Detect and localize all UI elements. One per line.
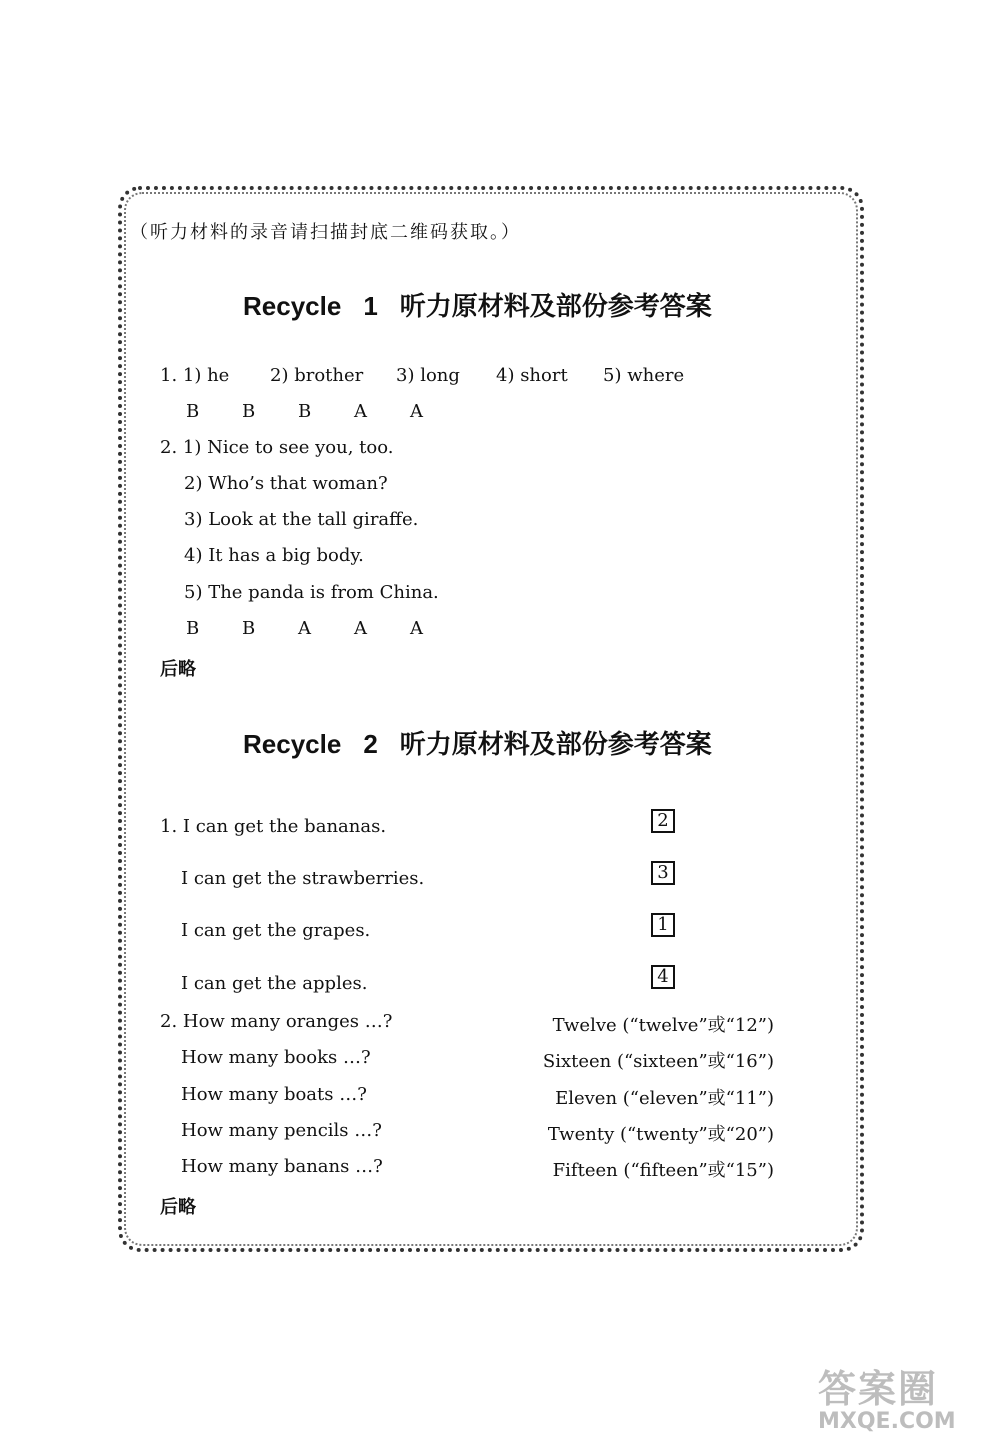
s2-q2-question: How many books …? (181, 1047, 371, 1068)
s1-q1-answer: A (410, 401, 423, 422)
section1-title-word: Recycle (243, 291, 342, 321)
section2-title-num: 2 (363, 729, 378, 759)
order-box: 2 (651, 809, 675, 833)
order-box: 3 (651, 861, 675, 885)
section2-title-cn: 听力原材料及部份参考答案 (399, 729, 712, 759)
s1-q2-line: 4) It has a big body. (184, 545, 364, 566)
s1-q2-answer: B (242, 618, 256, 639)
section1-title-cn: 听力原材料及部份参考答案 (399, 291, 712, 321)
s1-q1-item: 2) brother (270, 365, 364, 386)
s1-q2-line: 2) Who’s that woman? (184, 473, 388, 494)
s2-q2-question: How many boats …? (181, 1084, 367, 1105)
s1-q2-line: 3) Look at the tall giraffe. (184, 509, 419, 530)
section2-title-word: Recycle (243, 729, 342, 759)
s1-q2-line: 2. 1) Nice to see you, too. (160, 437, 394, 458)
s2-q2-answer: Twelve (“twelve”或“12”) (552, 1015, 774, 1036)
s2-q2-answer: Twenty (“twenty”或“20”) (547, 1124, 774, 1145)
section1-title-num: 1 (363, 291, 378, 321)
watermark (818, 1358, 956, 1434)
s1-q1-answer: B (298, 401, 312, 422)
s2-omitted: 后略 (160, 1197, 196, 1218)
order-box: 1 (651, 913, 675, 937)
section2-title (243, 724, 712, 761)
s1-q1-answer: A (354, 401, 367, 422)
s1-q2-answer: A (410, 618, 423, 639)
s1-q1-item: 1. 1) he (160, 365, 230, 386)
s1-q2-line: 5) The panda is from China. (184, 582, 439, 603)
s1-q1-item: 5) where (603, 365, 685, 386)
listening-note: （听力材料的录音请扫描封底二维码获取。） (130, 222, 521, 243)
watermark-logo: 答案圈 (818, 1367, 939, 1411)
s2-q1-line: 1. I can get the bananas. (160, 816, 387, 837)
s1-q1-item: 4) short (496, 365, 568, 386)
s2-q2-question: How many banans …? (181, 1156, 383, 1177)
s2-q1-line: I can get the strawberries. (181, 868, 425, 889)
order-box: 4 (651, 965, 675, 989)
s1-q2-answer: A (354, 618, 367, 639)
s1-q1-item: 3) long (396, 365, 460, 386)
s2-q1-line: I can get the grapes. (181, 920, 371, 941)
s2-q1-line: I can get the apples. (181, 973, 368, 994)
s1-q2-answer: A (298, 618, 311, 639)
s2-q2-question: How many pencils …? (181, 1120, 382, 1141)
s1-q1-answer: B (242, 401, 256, 422)
s1-q2-answer: B (186, 618, 200, 639)
s1-omitted: 后略 (160, 659, 196, 680)
s2-q2-answer: Eleven (“eleven”或“11”) (555, 1088, 774, 1109)
s1-q1-answer: B (186, 401, 200, 422)
s2-q2-answer: Fifteen (“fifteen”或“15”) (552, 1160, 774, 1181)
s2-q2-question: 2. How many oranges …? (160, 1011, 393, 1032)
section1-title (243, 286, 712, 323)
watermark-url: MXQE.COM (818, 1409, 956, 1434)
s2-q2-answer: Sixteen (“sixteen”或“16”) (542, 1051, 774, 1072)
